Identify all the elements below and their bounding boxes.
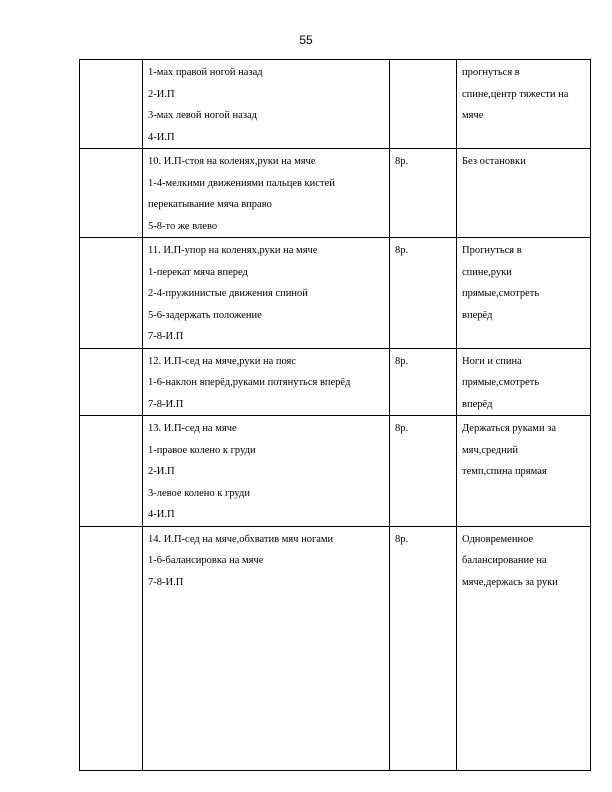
exercise-line: 2-4-пружинистые движения спиной	[148, 288, 308, 299]
notes-line: Прогнуться в	[462, 245, 522, 256]
exercise-line: 13. И.П-сед на мяче	[148, 423, 237, 434]
exercise-cell	[143, 416, 390, 527]
exercise-line: 5-8-то же влево	[148, 220, 218, 232]
dosage-cell: 8р.	[390, 238, 457, 349]
page-number: 55	[299, 33, 313, 47]
exercise-line: 12. И.П-сед на мяче,руки на пояс	[148, 355, 297, 367]
notes-line: мяче	[462, 110, 484, 121]
empty-cell	[80, 416, 143, 527]
empty-cell	[80, 526, 143, 770]
exercise-table	[79, 59, 591, 771]
dosage-cell: 8р.	[390, 526, 457, 770]
notes-line: темп,спина прямая	[462, 466, 547, 477]
dosage-cell	[390, 60, 457, 149]
notes-cell	[457, 348, 591, 416]
notes-line: спине,центр тяжести на	[462, 88, 569, 100]
table-row	[80, 526, 591, 770]
exercise-cell	[143, 60, 390, 149]
empty-cell	[80, 238, 143, 349]
exercise-cell	[143, 348, 390, 416]
exercise-cell	[143, 149, 390, 238]
exercise-line: 2-И.П	[148, 88, 175, 100]
table-row	[80, 348, 591, 416]
empty-cell	[80, 149, 143, 238]
exercise-line: 1-перекат мяча вперед	[148, 266, 248, 278]
notes-line: Одновременное	[462, 533, 534, 545]
exercise-line: 1-мах правой ногой назад	[148, 67, 263, 78]
notes-line: мяч,средний	[462, 444, 519, 456]
exercise-line: 14. И.П-сед на мяче,обхватив мяч ногами	[148, 533, 334, 545]
empty-cell	[80, 60, 143, 149]
exercise-line: 1-6-балансировка на мяче	[148, 555, 264, 566]
exercise-line: 7-8-И.П	[148, 331, 184, 342]
dosage-cell: 8р.	[390, 416, 457, 527]
notes-line: вперёд	[462, 309, 493, 321]
exercise-line: 7-8-И.П	[148, 576, 184, 588]
notes-line: Без остановки	[462, 156, 526, 167]
notes-cell	[457, 238, 591, 349]
notes-line: Ноги и спина	[462, 355, 522, 367]
exercise-line: 1-4-мелкими движениями пальцев кистей	[148, 177, 335, 189]
exercise-line: 4-И.П	[148, 131, 175, 143]
exercise-line: 7-8-И.П	[148, 398, 184, 410]
notes-line: прогнуться в	[462, 67, 520, 78]
empty-cell	[80, 348, 143, 416]
exercise-line: 3-мах левой ногой назад	[148, 110, 257, 121]
table-row	[80, 238, 591, 349]
dosage-cell: 8р.	[390, 149, 457, 238]
notes-line: прямые,смотреть	[462, 288, 540, 299]
notes-line: прямые,смотреть	[462, 377, 540, 388]
table-row	[80, 416, 591, 527]
exercise-cell	[143, 526, 390, 770]
table-row	[80, 60, 591, 149]
notes-cell	[457, 416, 591, 527]
exercise-line: 10. И.П-стоя на коленях,руки на мяче	[148, 156, 316, 167]
notes-line: мяче,держась за руки	[462, 576, 558, 588]
notes-line: Держаться руками за	[462, 423, 556, 434]
notes-cell	[457, 60, 591, 149]
table-row	[80, 149, 591, 238]
notes-line: балансирование на	[462, 555, 547, 566]
exercise-line: перекатывание мяча вправо	[148, 199, 272, 210]
dosage-cell: 8р.	[390, 348, 457, 416]
exercise-cell	[143, 238, 390, 349]
exercise-line: 3-левое колено к груди	[148, 487, 250, 499]
notes-line: вперёд	[462, 398, 493, 410]
exercise-line: 1-6-наклон вперёд,руками потянуться вперёд	[148, 377, 351, 388]
notes-cell	[457, 526, 591, 770]
notes-line: спине,руки	[462, 266, 512, 278]
notes-cell	[457, 149, 591, 238]
exercise-line: 4-И.П	[148, 509, 175, 520]
exercise-line: 2-И.П	[148, 466, 175, 477]
exercise-line: 5-6-задержать положение	[148, 309, 262, 321]
exercise-line: 1-правое колено к груди	[148, 444, 256, 456]
exercise-line: 11. И.П-упор на коленях,руки на мяче	[148, 245, 318, 256]
